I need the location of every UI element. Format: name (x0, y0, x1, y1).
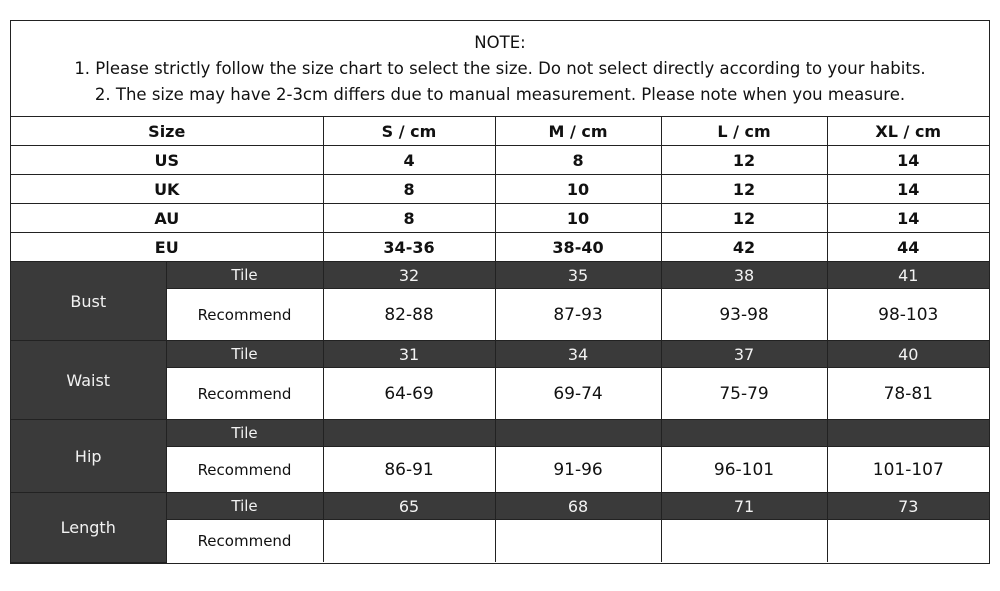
tile-label: Tile (166, 262, 323, 289)
table-cell (323, 520, 495, 563)
region-label: US (11, 146, 323, 175)
conversion-row-eu (11, 233, 989, 262)
table-cell (495, 420, 661, 447)
table-cell: 32 (323, 262, 495, 289)
table-cell: 73 (827, 493, 989, 520)
table-cell (323, 420, 495, 447)
table-cell: 71 (661, 493, 827, 520)
table-cell: 38-40 (495, 233, 661, 262)
table-cell: 91-96 (495, 447, 661, 493)
table-cell: 31 (323, 341, 495, 368)
note-line-2: 2. The size may have 2-3cm differs due to manual measurement. Please note when you measure. (94, 85, 906, 104)
table-cell (827, 520, 989, 563)
table-cell (661, 520, 827, 563)
measurement-label-hip: Hip (11, 420, 166, 493)
table-cell (661, 420, 827, 447)
size-header-l: L / cm (661, 117, 827, 146)
note-heading: NOTE: (474, 33, 526, 52)
waist-tile-row (11, 341, 989, 368)
table-cell: 96-101 (661, 447, 827, 493)
table-cell: 12 (661, 175, 827, 204)
table-cell: 82-88 (323, 289, 495, 341)
measurement-label-bust: Bust (11, 262, 166, 341)
tile-label: Tile (166, 420, 323, 447)
measurement-label-length: Length (11, 493, 166, 563)
table-cell (827, 420, 989, 447)
recommend-label: Recommend (166, 447, 323, 493)
table-cell: 64-69 (323, 368, 495, 420)
table-cell: 41 (827, 262, 989, 289)
length-tile-row (11, 493, 989, 520)
region-label: EU (11, 233, 323, 262)
table-cell: 86-91 (323, 447, 495, 493)
table-cell: 78-81 (827, 368, 989, 420)
table-cell: 101-107 (827, 447, 989, 493)
table-cell: 10 (495, 204, 661, 233)
table-cell: 14 (827, 146, 989, 175)
table-cell: 34 (495, 341, 661, 368)
table-cell: 8 (323, 175, 495, 204)
size-header-s: S / cm (323, 117, 495, 146)
region-label: AU (11, 204, 323, 233)
table-cell: 93-98 (661, 289, 827, 341)
table-cell: 14 (827, 204, 989, 233)
table-cell: 87-93 (495, 289, 661, 341)
table-cell (495, 520, 661, 563)
table-cell: 8 (495, 146, 661, 175)
note-box (11, 21, 989, 117)
table-cell: 38 (661, 262, 827, 289)
region-label: UK (11, 175, 323, 204)
table-cell: 14 (827, 175, 989, 204)
conversion-row-uk (11, 175, 989, 204)
table-cell: 42 (661, 233, 827, 262)
recommend-label: Recommend (166, 520, 323, 563)
recommend-label: Recommend (166, 289, 323, 341)
size-table (11, 117, 989, 563)
bust-tile-row (11, 262, 989, 289)
table-cell: 37 (661, 341, 827, 368)
conversion-row-au (11, 204, 989, 233)
table-cell: 8 (323, 204, 495, 233)
table-cell: 35 (495, 262, 661, 289)
recommend-label: Recommend (166, 368, 323, 420)
table-cell: 4 (323, 146, 495, 175)
size-header-m: M / cm (495, 117, 661, 146)
table-cell: 12 (661, 204, 827, 233)
note-line-1: 1. Please strictly follow the size chart to select the size. Do not select directly according to your habits. (74, 59, 926, 78)
table-cell: 12 (661, 146, 827, 175)
size-header-xl: XL / cm (827, 117, 989, 146)
tile-label: Tile (166, 493, 323, 520)
table-cell: 68 (495, 493, 661, 520)
table-cell: 65 (323, 493, 495, 520)
table-cell: 44 (827, 233, 989, 262)
hip-tile-row (11, 420, 989, 447)
conversion-row-us (11, 146, 989, 175)
table-cell: 40 (827, 341, 989, 368)
table-cell: 10 (495, 175, 661, 204)
table-cell: 98-103 (827, 289, 989, 341)
table-cell: 75-79 (661, 368, 827, 420)
header-row (11, 117, 989, 146)
size-header-label: Size (11, 117, 323, 146)
table-cell: 34-36 (323, 233, 495, 262)
size-chart (10, 20, 990, 564)
measurement-label-waist: Waist (11, 341, 166, 420)
table-cell: 69-74 (495, 368, 661, 420)
tile-label: Tile (166, 341, 323, 368)
